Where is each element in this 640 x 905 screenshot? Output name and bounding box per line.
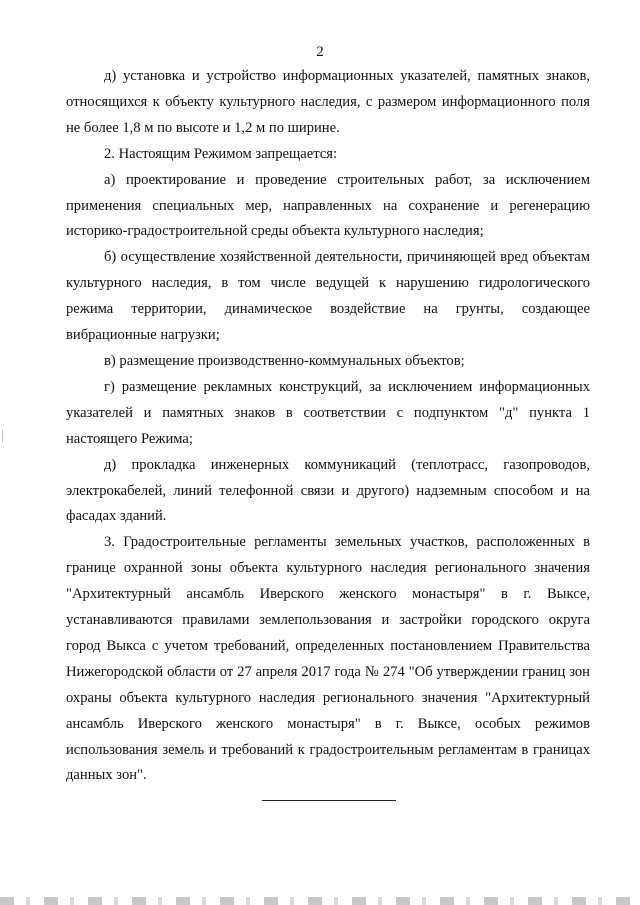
paragraph-2b: б) осуществление хозяйственной деятельности, причиняющей вред объектам культурного наследия, в том числе ведущей к нарушению гидрологического режима территории, динамическое воздействие на грунты, создающее вибрационные нагрузки; [66,249,590,344]
paragraph-2g: г) размещение рекламных конструкций, за исключением информационных указателей и памятных знаков в соответствии с подпунктом "д" пункта 1 настоящего Режима; [66,378,590,447]
document-body [66,64,590,789]
end-rule [262,800,396,801]
page-number: 2 [316,44,324,60]
scan-bottom-noise [0,897,640,905]
paragraph-1d: д) установка и устройство информационных указателей, памятных знаков, относящихся к объекту культурного наследия, с размером информационного поля не более 1,8 м по высоте и 1,2 м по ширине. [66,68,590,136]
paragraph-2v: в) размещение производственно-коммунальных объектов; [104,352,465,369]
paragraph-2a: а) проектирование и проведение строительных работ, за исключением применения специальных мер, направленных на сохранение и регенерацию историко-градостроительной среды объекта культурного наследия; [66,171,590,240]
paragraph-3: 3. Градостроительные регламенты земельных участков, расположенных в границе охранной зоны объекта культурного наследия регионального значения "Архитектурный ансамбль Иверского женского монастыря" в г. Выксе, устанавливаются правилами землепользования и застройки городского округа город Выкса с учетом требований, определенных постановлением Правительства Нижегородской области от 27 апреля 2017 года № 274 "Об утверждении границ зон охраны объекта культурного наследия регионального значения "Архитектурный ансамбль Иверского женского монастыря" в г. Выксе, особых режимов использования земель и требований к градостроительным регламентам в границах данных зон". [66,534,590,784]
scan-margin-mark [2,430,3,442]
paragraph-2d: д) прокладка инженерных коммуникаций (теплотрасс, газопроводов, электрокабелей, линий телефонной связи и другого) надземным способом и на фасадах зданий. [66,456,590,525]
paragraph-2: 2. Настоящим Режимом запрещается: [104,145,337,162]
